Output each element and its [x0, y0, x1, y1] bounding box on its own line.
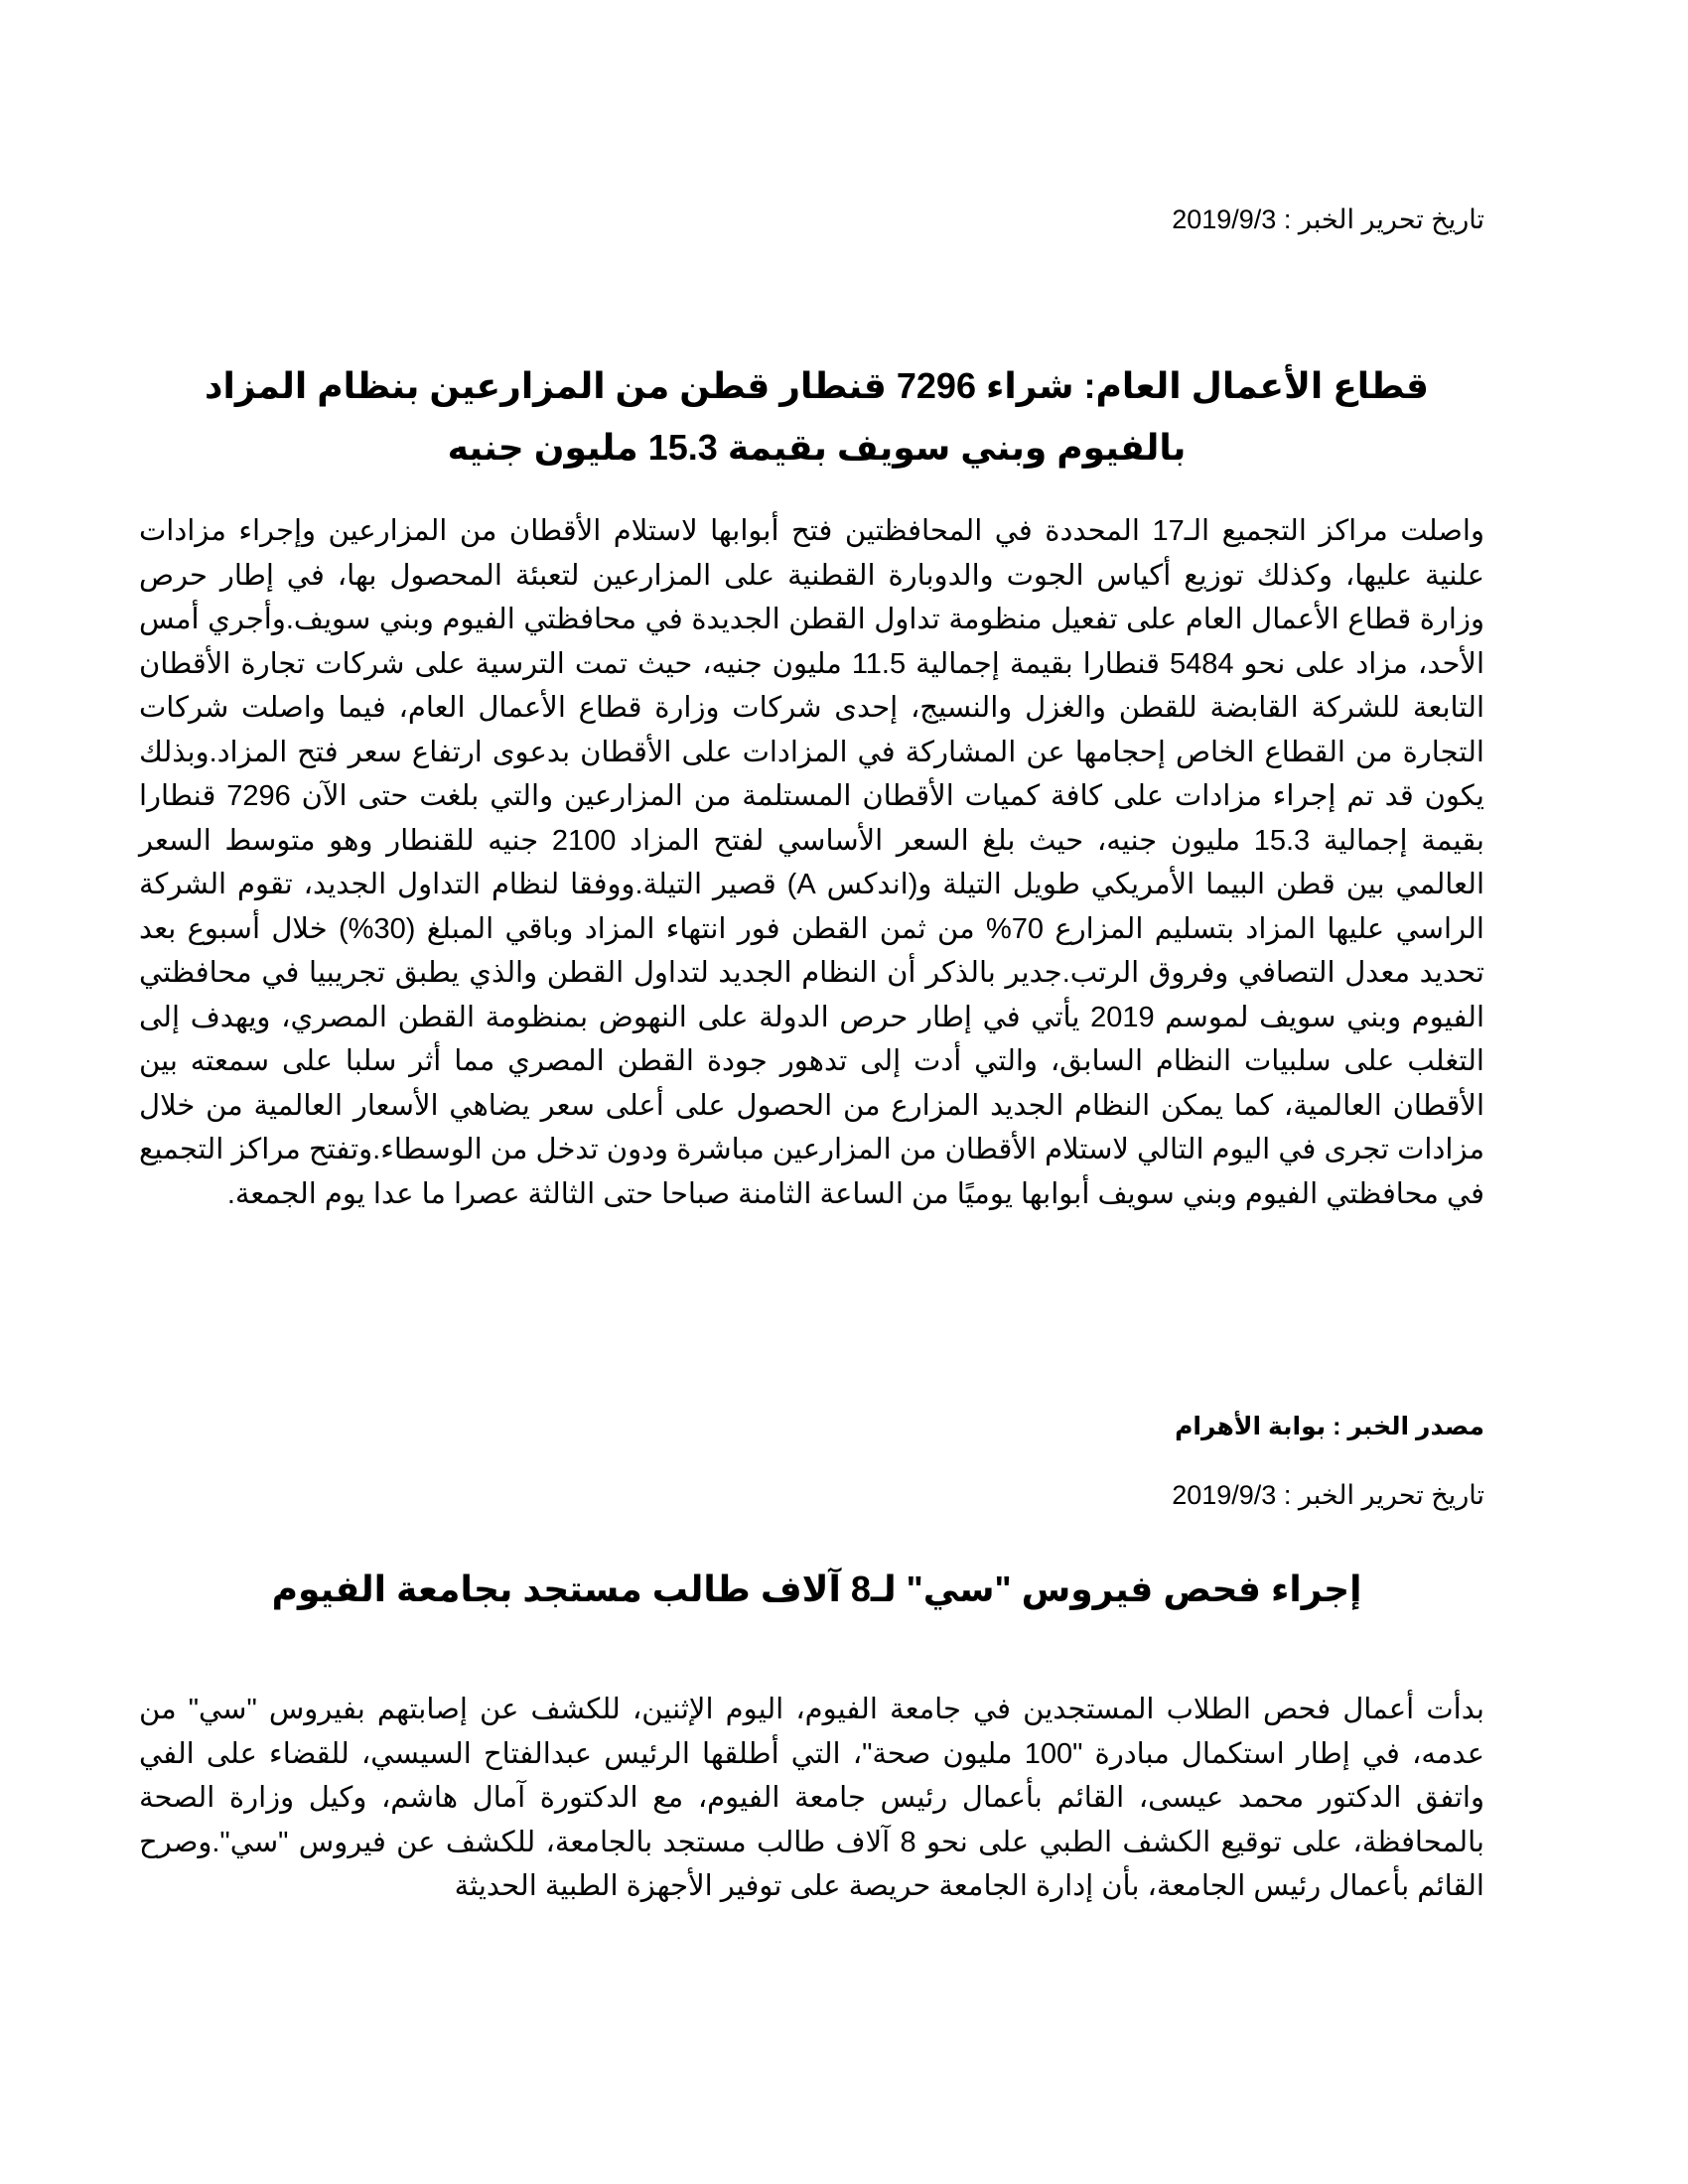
article1-source-label: مصدر الخبر :: [1326, 1413, 1484, 1440]
article2-date-line: [889, 1477, 1484, 1513]
article1-date-label: تاريخ تحرير الخبر :: [1276, 205, 1484, 234]
article2-date-value: 2019/9/3: [1172, 1480, 1277, 1510]
article1-title: قطاع الأعمال العام: شراء 7296 قنطار قطن من المزارعين بنظام المزاد بالفيوم وبني سويف بقيمة 15.3 مليون جنيه: [205, 365, 1429, 468]
article2-title: إجراء فحص فيروس "سي" لـ8 آلاف طالب مستجد بجامعة الفيوم: [271, 1569, 1362, 1609]
article1-source-line: [889, 1410, 1484, 1443]
article1-body: واصلت مراكز التجميع الـ17 المحددة في المحافظتين فتح أبوابها لاستلام الأقطان من المزارعين وإجراء مزادات علنية عليها، وكذلك توزيع أكياس الجوت والدوبارة القطنية على المزارعين لتعبئة المحصول بها، في إطار حرص وزارة قطاع الأعمال العام على تفعيل منظومة تداول القطن الجديدة في محافظتي الفيوم وبني سويف.وأجري أمس الأحد، مزاد على نحو 5484 قنطارا بقيمة إجمالية 11.5 مليون جنيه، حيث تمت الترسية على شركات تجارة الأقطان التابعة للشركة القابضة للقطن والغزل والنسيج، إحدى شركات وزارة قطاع الأعمال العام، فيما واصلت شركات التجارة من القطاع الخاص إحجامها عن المشاركة في المزادات على الأقطان بدعوى ارتفاع سعر فتح المزاد.وبذلك يكون قد تم إجراء مزادات على كافة كميات الأقطان المستلمة من المزارعين والتي بلغت حتى الآن 7296 قنطارا بقيمة إجمالية 15.3 مليون جنيه، حيث بلغ السعر الأساسي لفتح المزاد 2100 جنيه للقنطار وهو متوسط السعر العالمي بين قطن البيما الأمريكي طويل التيلة و(اندكس A) قصير التيلة.ووفقا لنظام التداول الجديد، تقوم الشركة الراسي عليها المزاد بتسليم المزارع 70% من ثمن القطن فور انتهاء المزاد وباقي المبلغ (30%) خلال أسبوع بعد تحديد معدل التصافي وفروق الرتب.جدير بالذكر أن النظام الجديد لتداول القطن والذي يطبق تجريبيا في محافظتي الفيوم وبني سويف لموسم 2019 يأتي في إطار حرص الدولة على النهوض بمنظومة القطن المصري، ويهدف إلى التغلب على سلبيات النظام السابق، والتي أدت إلى تدهور جودة القطن المصري مما أثر سلبا على سمعته بين الأقطان العالمية، كما يمكن النظام الجديد المزارع من الحصول على أعلى سعر يضاهي الأسعار العالمية من خلال مزادات تجرى في اليوم التالي لاستلام الأقطان من المزارعين مباشرة ودون تدخل من الوسطاء.وتفتح مراكز التجميع في محافظتي الفيوم وبني سويف أبوابها يوميًا من الساعة الثامنة صباحا حتى الثالثة عصرا ما عدا يوم الجمعة.: [139, 515, 1485, 1210]
article1-source-value: بوابة الأهرام: [1175, 1413, 1327, 1440]
article1-date-line: [889, 202, 1484, 237]
article1-date-value: 2019/9/3: [1172, 205, 1277, 234]
article2-date-label: تاريخ تحرير الخبر :: [1276, 1480, 1484, 1510]
article2-body: بدأت أعمال فحص الطلاب المستجدين في جامعة الفيوم، اليوم الإثنين، للكشف عن إصابتهم بفيروس "سي" من عدمه، في إطار استكمال مبادرة "100 مليون صحة"، التي أطلقها الرئيس عبدالفتاح السيسي، للقضاء على الفي واتفق الدكتور محمد عيسى، القائم بأعمال رئيس جامعة الفيوم، مع الدكتورة آمال هاشم، وكيل وزارة الصحة بالمحافظة، على توقيع الكشف الطبي على نحو 8 آلاف طالب مستجد بالجامعة، للكشف عن فيروس "سي".وصرح القائم بأعمال رئيس الجامعة، بأن إدارة الجامعة حريصة على توفير الأجهزة الطبية الحديثة: [139, 1694, 1485, 1902]
